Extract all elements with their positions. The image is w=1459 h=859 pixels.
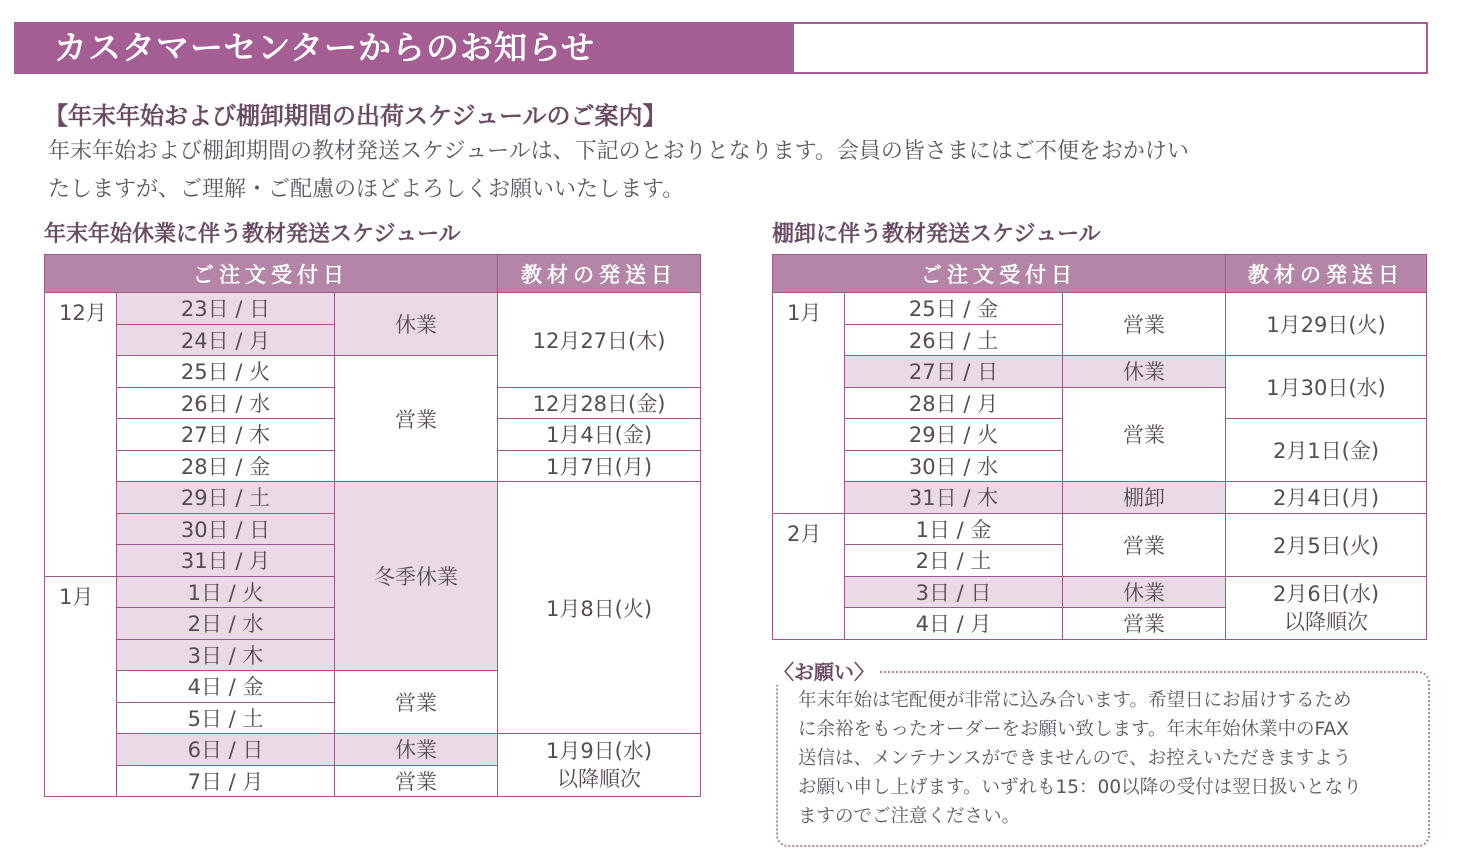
status-cell: 営業 [1063, 387, 1226, 482]
note-line: 送信は、メンテナンスができませんので、お控えいただきますよう [798, 748, 1352, 769]
ship-date-header: 教材の発送日 [498, 255, 701, 293]
table-row: 25日 / 金 [845, 293, 1063, 325]
status-cell: 休業 [1063, 356, 1226, 388]
table-row: 25日 / 火 [117, 356, 335, 388]
ship-date-line: 以降順次 [1284, 609, 1369, 634]
table-row: 6日 / 日 [117, 734, 335, 766]
ship-date-cell: 12月27日(木) [498, 293, 701, 388]
ship-date-line: 1月9日(水) [545, 739, 653, 763]
ship-date-cell: 1月4日(金) [498, 419, 701, 451]
table-row: 23日 / 日 [117, 293, 335, 325]
table-row: 5日 / 土 [117, 702, 335, 734]
table-row: 26日 / 水 [117, 387, 335, 419]
note-line: に余裕をもったオーダーをお願い致します。年末年始休業中のFAX [798, 719, 1349, 740]
ship-date-line: 以降順次 [557, 767, 642, 791]
status-cell: 冬季休業 [335, 482, 498, 671]
month-label: 12月 [45, 293, 117, 577]
ship-date-cell: 2月1日(金) [1226, 419, 1427, 482]
ship-date-cell: 2月4日(月) [1226, 482, 1427, 514]
table-row: 31日 / 木 [845, 482, 1063, 514]
header-title-band [16, 24, 794, 72]
table-row: 24日 / 月 [117, 324, 335, 356]
table-row: 26日 / 土 [845, 324, 1063, 356]
order-date-header: ご注文受付日 [773, 255, 1226, 293]
note-line: 年末年始は宅配便が非常に込み合います。希望日にお届けするため [798, 690, 1352, 711]
month-label: 1月 [773, 293, 845, 514]
table-row: 29日 / 火 [845, 419, 1063, 451]
ship-date-line: 2月6日(水) [1272, 581, 1380, 606]
ship-date-cell: 2月5日(火) [1226, 513, 1427, 576]
table-row: 28日 / 月 [845, 387, 1063, 419]
ship-date-cell: 1月30日(水) [1226, 356, 1427, 419]
table-row: 2日 / 土 [845, 545, 1063, 577]
note-line: ますのでご注意ください。 [798, 806, 1021, 827]
status-cell: 営業 [1063, 608, 1226, 640]
status-cell: 営業 [1063, 513, 1226, 576]
year-end-schedule-table [44, 254, 701, 797]
ship-date-cell [1226, 576, 1427, 639]
status-cell: 休業 [335, 734, 498, 766]
right-table-title: 棚卸に伴う教材発送スケジュール [772, 222, 1101, 247]
status-cell: 休業 [1063, 576, 1226, 608]
ship-date-cell [498, 734, 701, 797]
table-row: 1日 / 金 [845, 513, 1063, 545]
status-cell: 営業 [335, 671, 498, 734]
notice-heading: 【年末年始および棚卸期間の出荷スケジュールのご案内】 [44, 102, 667, 130]
month-label: 1月 [45, 576, 117, 797]
table-row: 3日 / 日 [845, 576, 1063, 608]
table-row: 29日 / 土 [117, 482, 335, 514]
status-cell: 休業 [335, 293, 498, 356]
table-row: 3日 / 木 [117, 639, 335, 671]
ship-date-cell: 1月29日(火) [1226, 293, 1427, 356]
inventory-schedule-table [772, 254, 1427, 640]
status-cell: 営業 [1063, 293, 1226, 356]
table-row: 30日 / 水 [845, 450, 1063, 482]
ship-date-cell: 1月8日(火) [498, 482, 701, 734]
status-cell: 営業 [335, 765, 498, 797]
table-row: 7日 / 月 [117, 765, 335, 797]
order-date-header: ご注文受付日 [45, 255, 498, 293]
request-note-label: 〈お願い〉 [772, 656, 880, 685]
request-note-text [798, 686, 1422, 831]
note-line: お願い申し上げます。いずれも15：00以降の受付は翌日扱いとなり [798, 777, 1362, 798]
intro-line: たしますが、ご理解・ご配慮のほどよろしくお願いいたします。 [48, 177, 685, 202]
ship-date-cell: 1月7日(月) [498, 450, 701, 482]
ship-date-cell: 12月28日(金) [498, 387, 701, 419]
status-cell: 営業 [335, 356, 498, 482]
table-row: 27日 / 木 [117, 419, 335, 451]
table-row: 4日 / 月 [845, 608, 1063, 640]
ship-date-header: 教材の発送日 [1226, 255, 1427, 293]
table-row: 30日 / 日 [117, 513, 335, 545]
intro-text [48, 133, 1408, 209]
header-bar [14, 22, 1428, 74]
table-row: 31日 / 月 [117, 545, 335, 577]
table-row: 27日 / 日 [845, 356, 1063, 388]
table-row: 1日 / 火 [117, 576, 335, 608]
table-row: 28日 / 金 [117, 450, 335, 482]
left-table-title: 年末年始休業に伴う教材発送スケジュール [44, 222, 461, 247]
table-row: 4日 / 金 [117, 671, 335, 703]
table-row: 2日 / 水 [117, 608, 335, 640]
intro-line: 年末年始および棚卸期間の教材発送スケジュールは、下記のとおりとなります。会員の皆さまにはご不便をおかけい [48, 139, 1189, 164]
month-label: 2月 [773, 513, 845, 639]
page-title: カスタマーセンターからのお知らせ [54, 28, 596, 67]
status-cell: 棚卸 [1063, 482, 1226, 514]
